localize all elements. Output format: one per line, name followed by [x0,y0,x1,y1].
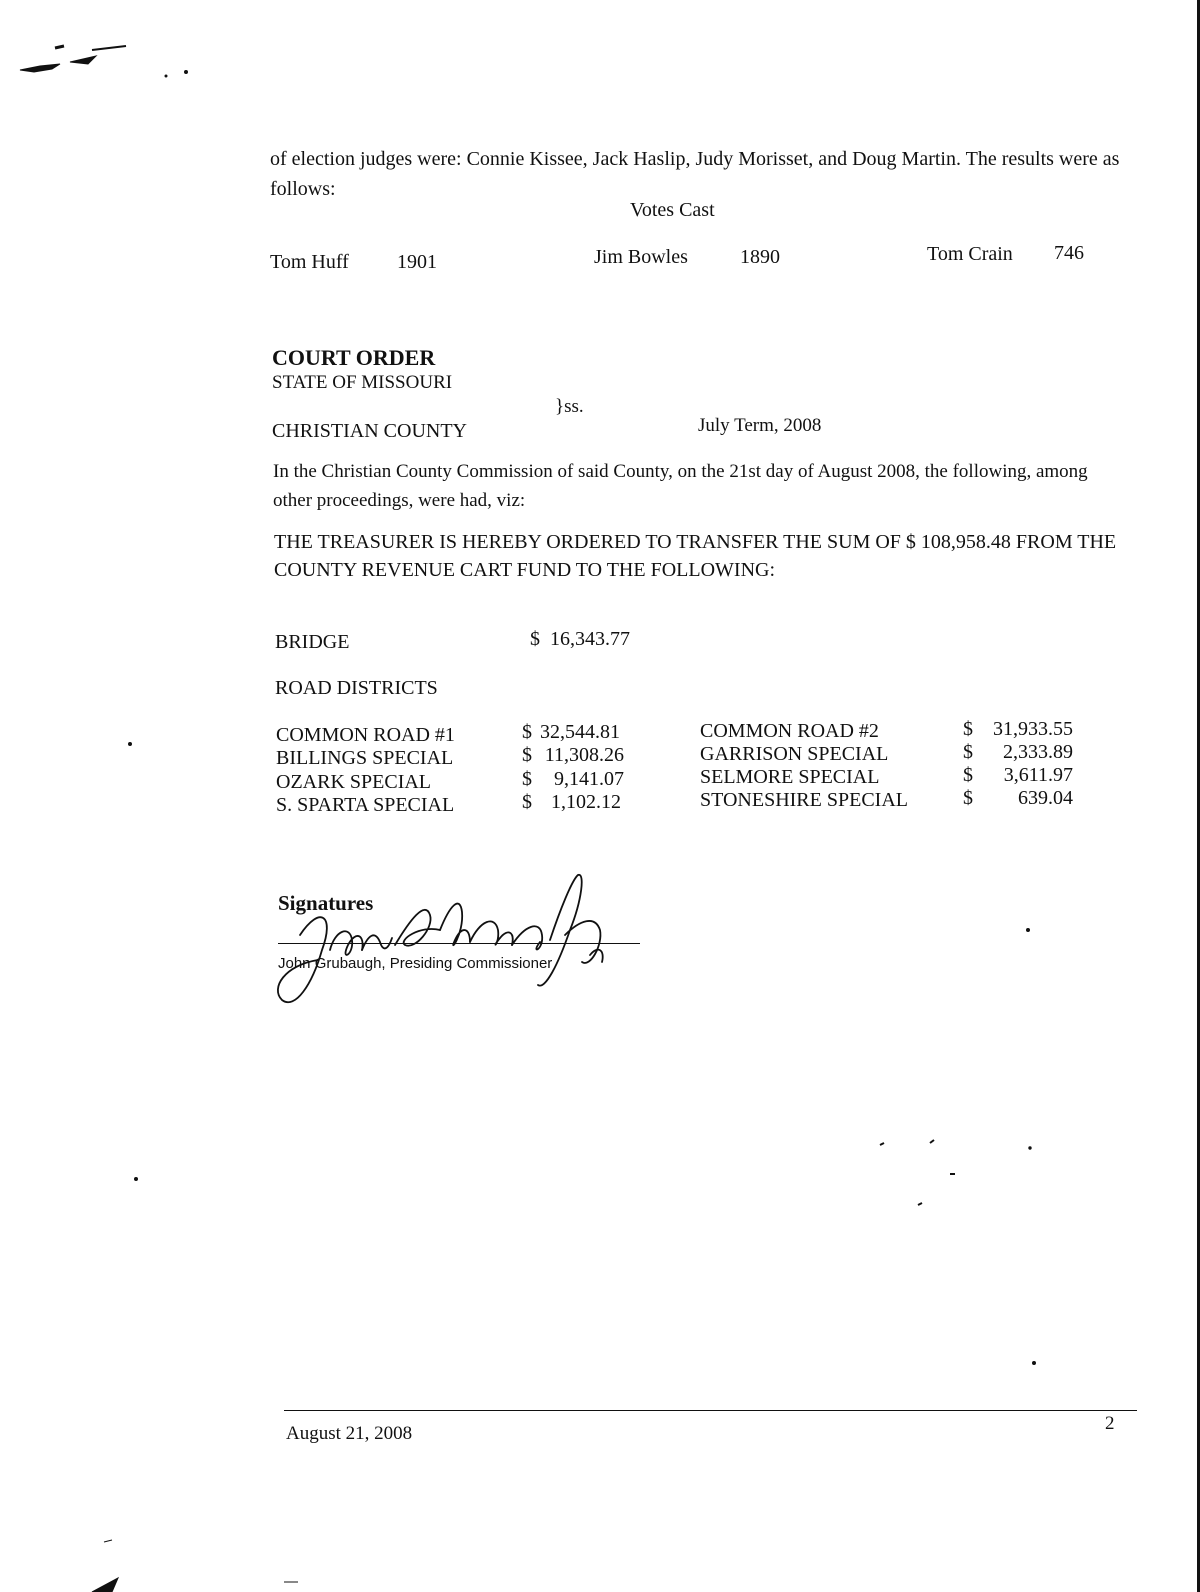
district-name: COMMON ROAD #1 [276,724,455,746]
bridge-label: BRIDGE [275,631,350,653]
candidate-name: Tom Huff [270,251,349,273]
district-amount: 1,102.12 [551,791,621,813]
state-line: STATE OF MISSOURI [272,372,453,393]
candidate-votes: 746 [1054,242,1084,264]
bridge-amount: 16,343.77 [550,628,630,650]
district-amount: 3,611.97 [1003,764,1073,786]
intro-line-1: of election judges were: Connie Kissee, Jack Haslip, Judy Morisset, and Doug Martin. The results were as [270,148,1120,170]
term-line: July Term, 2008 [698,415,822,436]
district-name: BILLINGS SPECIAL [276,747,454,769]
candidate-name: Tom Crain [927,243,1013,265]
signature-line [278,943,640,944]
candidate-votes: 1890 [740,246,780,268]
district-currency: $ [963,787,973,809]
footer-rule [284,1410,1137,1411]
road-districts-heading: ROAD DISTRICTS [275,677,438,699]
intro-line-2: follows: [270,178,336,200]
district-amount: 2,333.89 [1003,741,1073,763]
order-line-2: COUNTY REVENUE CART FUND TO THE FOLLOWING: [274,559,776,581]
county-line: CHRISTIAN COUNTY [272,420,467,442]
votes-heading: Votes Cast [630,199,715,221]
order-line-1: THE TREASURER IS HEREBY ORDERED TO TRANSFER THE SUM OF $ 108,958.48 FROM THE [274,531,1117,553]
district-name: STONESHIRE SPECIAL [700,789,908,811]
district-amount: 31,933.55 [993,718,1073,740]
page-number: 2 [1105,1413,1115,1434]
district-name: S. SPARTA SPECIAL [276,794,455,816]
proceedings-line-1: In the Christian County Commission of said County, on the 21st day of August 2008, the following, among [273,461,1088,482]
court-order-title: COURT ORDER [272,345,436,370]
ss-mark: }ss. [555,396,584,417]
signatures-heading: Signatures [278,891,374,915]
proceedings-line-2: other proceedings, were had, viz: [273,490,526,511]
district-currency: $ [522,768,532,790]
district-amount: 9,141.07 [554,768,624,790]
district-amount: 639.04 [1018,787,1073,809]
district-currency: $ [963,741,973,763]
bridge-currency: $ [530,628,540,650]
district-currency: $ [522,791,532,813]
district-amount: 32,544.81 [540,721,620,743]
candidate-votes: 1901 [397,251,437,273]
district-name: SELMORE SPECIAL [700,766,880,788]
footer-date: August 21, 2008 [286,1423,413,1444]
signer-name: John Grubaugh, Presiding Commissioner [278,955,553,972]
candidate-name: Jim Bowles [594,246,688,268]
district-name: GARRISON SPECIAL [700,743,889,765]
district-currency: $ [522,721,532,743]
district-currency: $ [963,718,973,740]
district-name: OZARK SPECIAL [276,771,432,793]
district-currency: $ [522,744,532,766]
district-amount: 11,308.26 [544,744,624,766]
district-currency: $ [963,764,973,786]
district-name: COMMON ROAD #2 [700,720,879,742]
